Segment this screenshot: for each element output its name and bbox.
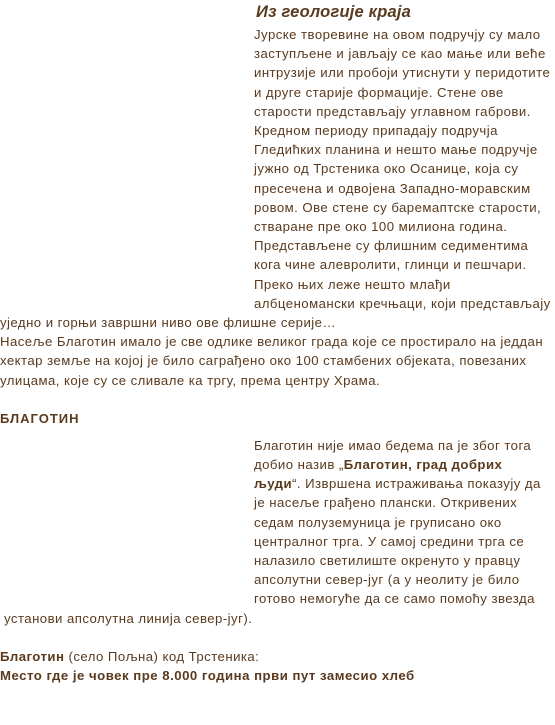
blagotin-bold-name: Благотин, град добрих људи (254, 457, 503, 492)
blagotin-text-before: Благотин није имао бедема па је због тога добио назив „ (254, 437, 532, 473)
geology-paragraph: Јурске творевине на овом подручју су мало заступљене и јављају се као мање или веће интрузије или пробоји утиснути у перидотите и друге старије формације. Стене ове старости представљају углавном габрови. Кредном периоду припадају подручја Гледићких планина и нешто мање подручје јужно од Трстеника око Осанице, која су пресечена и одвојена Западно-моравским ровом. Ове стене су баремаптске старости, стваране пре око 100 милиона година. Представљене су флишним седиментима кога чине алевролити, глинци и пешчари. Преко њих леже нешто млађи албценомански кречњаци, који представљају уједно и горњи завршни ниво ове флишне серије… (0, 27, 551, 331)
spacer (0, 628, 553, 647)
settlement-paragraph: Насеље Благотин имало је све одлике великог града које се простирало на једдан хектар земље на којој је било саграђено око 100 стамбених објеката, повезаних улицама, које су се сливале ка тргу, према центру Храма. (0, 334, 544, 388)
footer-place-bold: Благотин (0, 648, 65, 664)
image-placeholder-2 (0, 436, 254, 606)
spacer (0, 428, 553, 436)
image-placeholder-1 (0, 0, 254, 295)
footer-place (0, 647, 553, 666)
spacer (0, 390, 553, 409)
blagotin-text-after: “. Извршена истраживања показују да је насеље грађено плански. Откривених седам полуземуница је груписано око централног трга. У самој средини трга се налазило светилиште окренуто у правцу апсолутни север-југ (а у неолиту је било готово немогуће да се само помоћу звезда установи апсолутна линија север-југ). (4, 476, 541, 626)
footer-tagline: Место где је човек пре 8.000 година први пут замесио хлеб (0, 668, 415, 684)
section-heading-blagotin: БЛАГОТИН (0, 410, 80, 426)
footer-place-rest: (село Пољна) код Трстеника: (64, 648, 260, 664)
section-heading-geology: Из геологије краја (256, 3, 412, 21)
